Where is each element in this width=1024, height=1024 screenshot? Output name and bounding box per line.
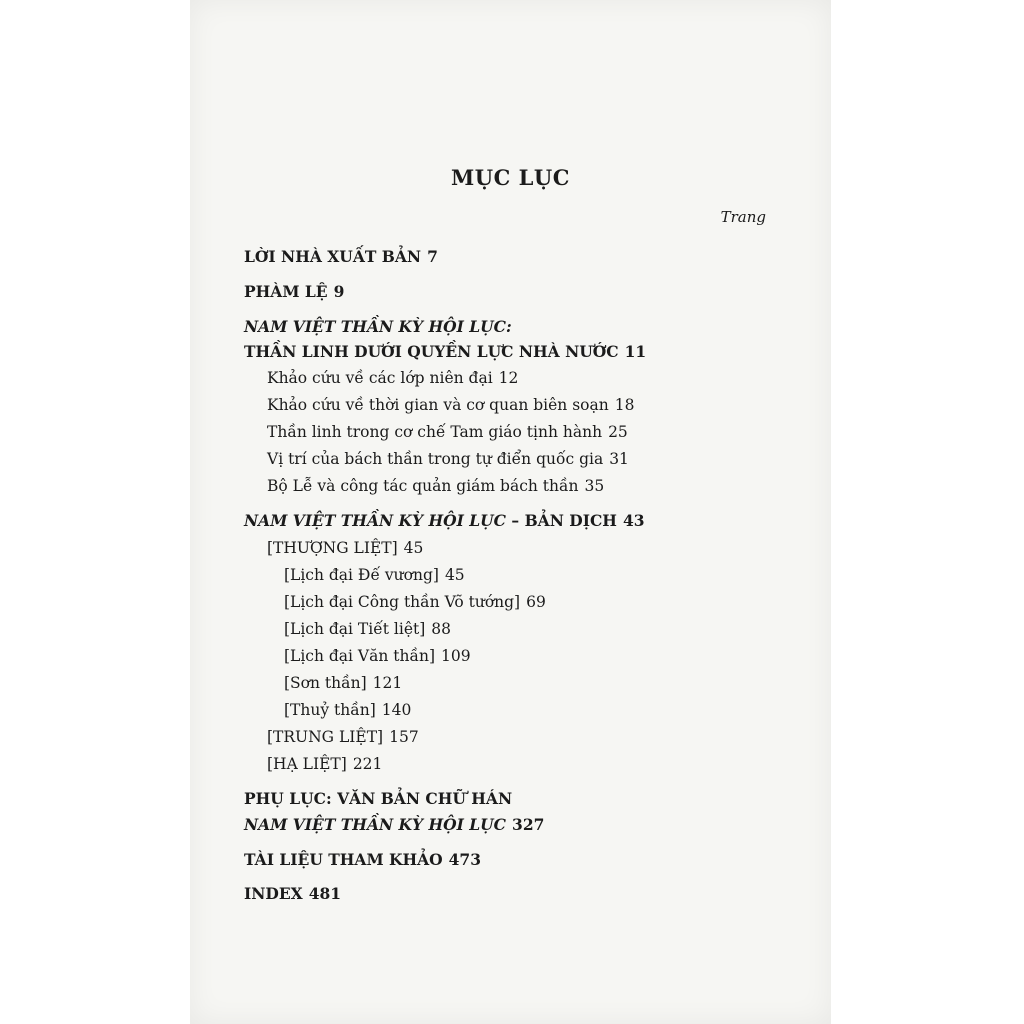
toc-title: MỤC LỤC	[451, 165, 570, 190]
toc-entry-heading-line: NAM VIỆT THẦN KỲ HỘI LỤC:	[244, 317, 512, 336]
toc-entry-heading-line: PHỤ LỤC: VĂN BẢN CHỮ HÁN	[244, 789, 513, 808]
page-column-header: Trang	[720, 208, 766, 226]
